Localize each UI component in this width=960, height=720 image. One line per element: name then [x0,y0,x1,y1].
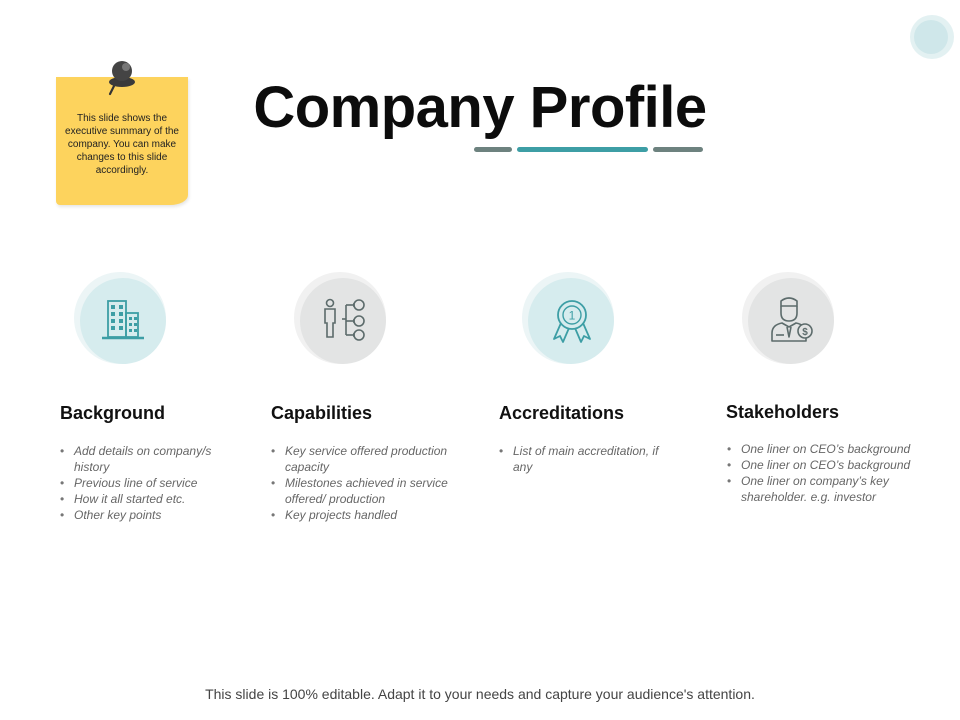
businessman-dollar-icon [764,293,820,349]
stakeholders-list [727,441,917,505]
list-item: • One liner on company’s key shareholder. e.g. investor [727,473,917,505]
column-heading-background: Background [60,403,166,423]
award-medal-icon [544,293,600,349]
footer-note: This slide is 100% editable. Adapt it to your needs and capture your audience's attention. [205,686,755,702]
person-flowchart-icon [316,293,372,349]
list-item: • One liner on CEO’s background [727,457,917,473]
decorative-circle-inner [914,20,948,54]
capabilities-icon-badge [290,270,390,370]
svg-text:$: $ [802,327,808,338]
capabilities-list [271,443,476,523]
list-item: • Add details on company/s history [60,443,240,475]
sticky-note-text: This slide shows the executive summary of the company. You can make changes to this slide accordingly. [65,113,179,176]
stakeholders-icon-badge [738,270,838,370]
list-item: • One liner on CEO’s background [727,441,917,457]
column-heading-stakeholders: Stakeholders [726,402,840,422]
title-underline-center [517,147,648,152]
list-item: • Milestones achieved in service offered/ production [271,475,476,507]
title-underline-right [653,147,703,152]
office-building-icon [96,293,152,349]
column-heading-capabilities: Capabilities [271,403,373,423]
list-item: • How it all started etc. [60,491,240,507]
medal-number: 1 [568,308,576,323]
list-item: • Previous line of service [60,475,240,491]
column-heading-accreditations: Accreditations [499,403,625,423]
list-item: • Key projects handled [271,507,476,523]
background-list [60,443,240,523]
page-title: Company Profile [253,75,707,140]
list-item: • Key service offered production capacity [271,443,476,475]
list-item: • List of main accreditation, if any [499,443,674,475]
list-item: • Other key points [60,507,240,523]
title-underline-left [474,147,512,152]
accreditations-icon-badge [518,270,618,370]
accreditations-list [499,443,674,475]
background-icon-badge [70,270,170,370]
